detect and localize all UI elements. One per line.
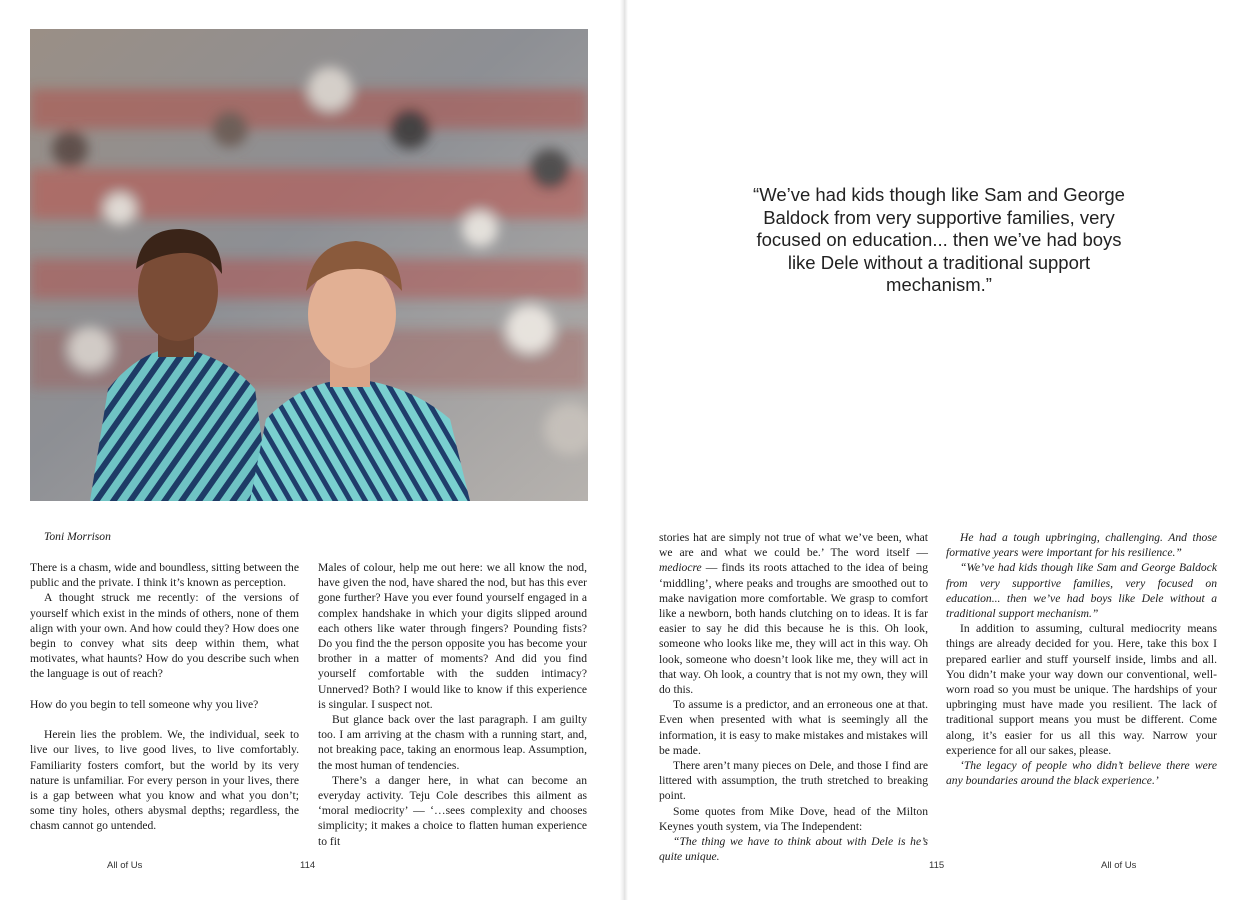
page-number-left: 114 (300, 860, 316, 871)
emphasis: mediocre (659, 561, 702, 575)
paragraph: Males of colour, help me out here: we all know the nod, have given the nod, have shared the nod, but has this ever gone further? Have you ever found yourself engaged in a complex handshake in which your digits slipped around each others like water through fingers? Pounding fists? Do you find the the person opposite you has become your brother in a matter of moments? And did you find yourself comfortable with the sudden intimacy? Unnerved? Both? I would like to know if this experience is singular. I suspect not. (318, 561, 587, 711)
quote-paragraph: ‘The legacy of people who didn’t believe there were any boundaries around the black experience.’ (946, 759, 1217, 788)
paragraph: In addition to assuming, cultural mediocrity means things are already decided for you. Here, take this box I prepared earlier and stuff yourself inside, limbs and all. You didn’t make your way down our conventional, well-worn road so you must be unique. The hardships of your upbringing must have made you resilient. The lack of traditional support means you must be different. Come along, it’s easier for us all this way. Narrow your experience for all our sakes, please. (946, 622, 1217, 757)
quote-paragraph: “We’ve had kids though like Sam and George Baldock from very supportive families, very focused on education... then we’ve had boys like Dele without a traditional support mechanism.” (946, 561, 1217, 621)
quote-paragraph: He had a tough upbringing, challenging. And those formative years were important for his resilience.” (946, 531, 1217, 560)
pull-quote: “We’ve had kids though like Sam and George Baldock from very supportive families, very focused on education... then we’ve had boys like Dele without a traditional support mechanism.” (753, 184, 1125, 296)
text-run: stories hat are simply not true of what we’ve been, what we are and what we could be.’ The word itself — (659, 531, 928, 560)
paragraph: There’s a danger here, in what can become an everyday activity. Teju Cole describes this ailment as ‘moral mediocrity’ — ‘…sees complexity and chooses simplicity; it makes a choice to flatten human experience to fit (318, 773, 587, 848)
paragraph: How do you begin to tell someone why you live? (30, 697, 259, 711)
text-column-4 (946, 530, 1217, 788)
paragraph (659, 530, 928, 697)
quote-paragraph: “The thing we have to think about with Dele is he’s quite unique. (659, 835, 928, 864)
spine-gutter (620, 0, 628, 900)
page-number-right: 115 (929, 860, 945, 871)
text-column-1 (30, 560, 299, 834)
text-run: — finds its roots attached to the idea of being ‘middling’, where peaks and troughs are smoothed out to make navigation more comfortable. We grasp to comfort like a newborn, both hands clutching on to ideas. It is far easier to say he did this because he is this. Oh look, someone who looks like me, they will act in this way. Oh look, someone who doesn’t look like me, they will act in that way. Oh look, a country that is not my own, they will do this. (659, 561, 928, 697)
paragraph: Herein lies the problem. We, the individual, seek to live our lives, to live good lives, to live comfortably. Familiarity fosters comfort, but the world by its very nature is unfamiliar. For every person in your lives, there is a gap between what you know and what you don’t; some tiny holes, others abysmal depths; regardless, the chasm cannot go untended. (30, 728, 299, 833)
paragraph: But glance back over the last paragraph. I am guilty too. I am arriving at the chasm with a running start, and, not breaking pace, taking an enormous leap. Assumption, the most human of tendencies. (318, 713, 587, 772)
paragraph: A thought struck me recently: of the versions of yourself which exist in the minds of others, none of them align with your own. And how could they? How does one begin to convey what sits deep within them, what motivates, what haunts? How do you describe such when the language is out of reach? (30, 591, 299, 681)
paragraph: Some quotes from Mike Dove, head of the Milton Keynes youth system, via The Independent: (659, 804, 928, 833)
paragraph: There is a chasm, wide and boundless, sitting between the public and the private. I think it’s known as perception. (30, 561, 299, 590)
paragraph: There aren’t many pieces on Dele, and those I find are littered with assumption, the truth stretched to breaking point. (659, 759, 928, 803)
footer-title-right: All of Us (1101, 860, 1137, 871)
byline: Toni Morrison (44, 530, 111, 543)
photograph (30, 29, 588, 501)
paragraph: To assume is a predictor, and an erroneous one at that. Even when presented with what is seemingly all the information, it is easy to make mistakes and mistakes will be made. (659, 698, 928, 757)
footer-title-left: All of Us (107, 860, 143, 871)
text-column-3 (659, 530, 928, 864)
text-column-2 (318, 560, 587, 849)
